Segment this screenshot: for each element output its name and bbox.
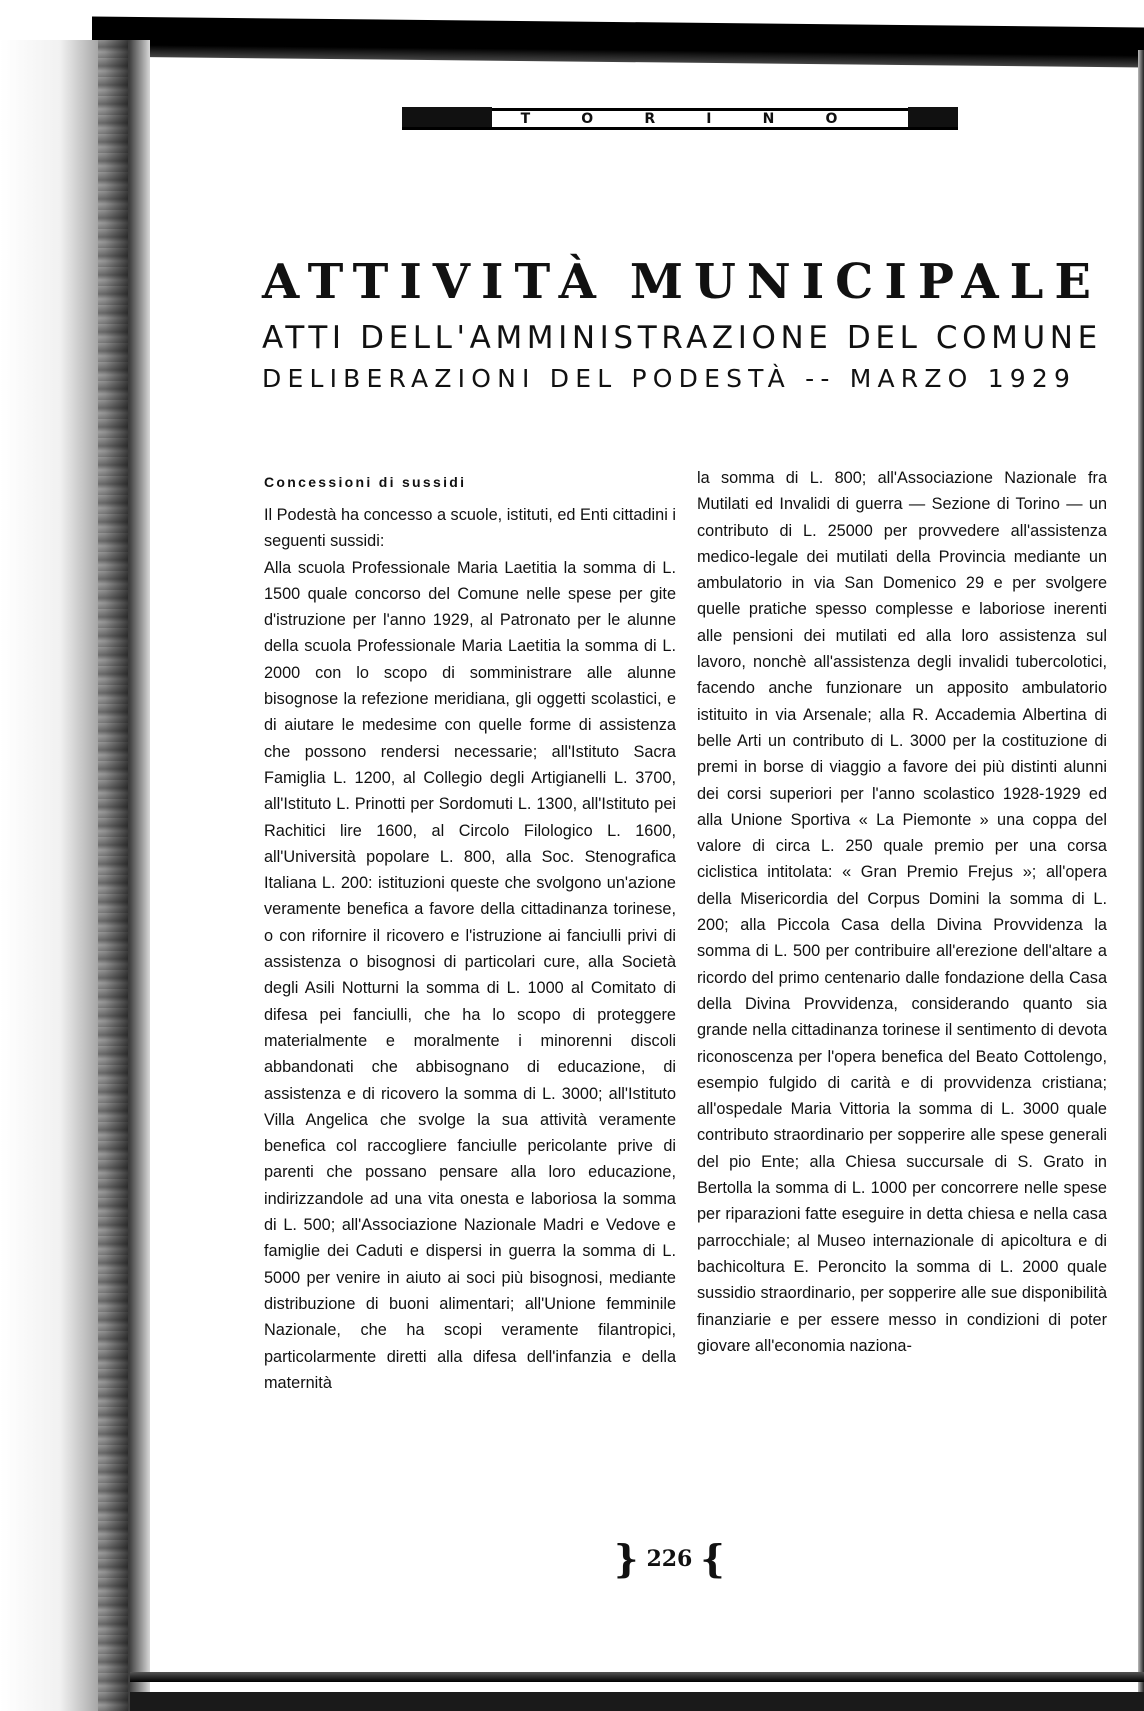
masthead-letter: O bbox=[581, 111, 596, 127]
scan-edge-bottom-band bbox=[130, 1692, 1144, 1711]
masthead-banner bbox=[402, 108, 958, 130]
page-title-word: ATTIVITÀ bbox=[262, 254, 607, 310]
page-title bbox=[262, 252, 1102, 312]
page-number-brace-right: { bbox=[700, 1536, 725, 1581]
left-column bbox=[264, 468, 676, 1396]
page-title-word: MUNICIPALE bbox=[629, 254, 1102, 310]
masthead-letter: I bbox=[706, 111, 714, 127]
masthead-letter: R bbox=[644, 111, 658, 127]
right-column bbox=[697, 465, 1107, 1359]
page-number bbox=[614, 1536, 725, 1581]
masthead-lettering bbox=[406, 111, 954, 127]
scan-edge-left bbox=[0, 40, 150, 1711]
scan-edge-bottom bbox=[130, 1672, 1144, 1682]
masthead-letter: T bbox=[520, 111, 533, 127]
page-number-brace-left: } bbox=[614, 1536, 639, 1581]
page-number-value: 226 bbox=[646, 1546, 693, 1572]
paragraph: Alla scuola Professionale Maria Laetitia la somma di L. 1500 quale concorso del Comune nelle spese per gite d'istruzione per l'anno 1929, al Patronato per le alunne della scuola Professionale Maria Laetitia la somma di L. 2000 con lo scopo di somministrare alle alunne bisognose la refezione meridiana, gli oggetti scolastici, e di aiutare le medesime con quelle forme di assistenza che possono rendersi necessarie; all'Istituto Sacra Famiglia L. 1200, al Collegio degli Artigianelli L. 3700, all'Istituto L. Prinotti per Sordomuti L. 1300, all'Istituto pei Rachitici lire 1600, al Circolo Filologico L. 1600, all'Università popolare L. 800, alla Soc. Stenografica Italiana L. 200: istituzioni queste che svolgono un'azione veramente benefica a favore della cittadinanza torinese, o con rifornire il ricovero e l'istruzione ai fanciulli privi di assistenza o bisognosi di particolari cure, alla Società degli Asili Notturni la somma di L. 1000 al Comitato di difesa pei fanciulli, che ha lo scopo di proteggere materialmente e moralmente i minorenni discoli abbandonati che abbisognano di educazione, di assistenza e di ricovero la somma di L. 3000; all'Istituto Villa Angelica che svolge la sua attività veramente benefica col raccogliere fanciulle pericolante prive di parenti che possano pensare alla loro educazione, indirizzandole ad una vita onesta e laboriosa la somma di L. 500; all'Associazione Nazionale Madri e Vedove e famiglie dei Caduti e dispersi in guerra la somma di L. 5000 per venire in aiuto ai soci più bisognosi, mediante distribuzione di buoni alimentari; all'Unione femminile Nazionale, che ha scopi veramente filantropici, particolarmente diretti alla difesa dell'infanzia e della maternità bbox=[264, 558, 676, 1392]
paragraph: la somma di L. 800; all'Associazione Nazionale fra Mutilati ed Invalidi di guerra — Sezione di Torino — un contributo di L. 25000 per provvedere all'assistenza medico-legale dei mutilati della Provincia mediante un ambulatorio in via San Domenico 29 e per svolgere quelle pratiche spesso complesse e laboriose inerenti alle pensioni dei mutilati ed alla loro assistenza sul lavoro, nonchè all'assistenza degli invalidi tubercolotici, facendo anche funzionare un apposito ambulatorio istituito in via Arsenale; alla R. Accademia Albertina di belle Arti un contributo di L. 3000 per la costituzione di premi in borse di viaggio a favore dei più distinti alunni dei corsi superiori per l'anno scolastico 1928-1929 ed alla Unione Sportiva « La Piemonte » una coppa del valore di circa L. 250 quale premio per una corsa ciclistica intitolata: « Gran Premio Frejus »; all'opera della Misericordia del Corpus Domini la somma di L. 200; alla Piccola Casa della Divina Provvidenza la somma di L. 500 per contribuire all'erezione dell'altare a ricordo del primo centenario dalle fondazione della Casa della Divina Provvidenza, considerando quanto sia grande nella cittadinanza torinese il sentimento di devota riconoscenza per l'opera benefica del Beato Cottolengo, esempio fulgido di carità e di provvidenza cristiana; all'ospedale Maria Vittoria la somma di L. 3000 quale contributo straordinario per sopperire alle spese generali del pio Ente; alla Chiesa succursale di S. Grato in Bertolla la somma di L. 1000 per concorrere nelle spese per riparazioni fatte eseguire in detta chiesa e nella casa parrocchiale; al Museo internazionale di apicoltura e di bachicoltura E. Peroncito la somma di L. 2000 quale sussidio straordinario, per sopperire alle sue disponibilità finanziarie e per essere messo in condizioni di poter giovare all'economia naziona- bbox=[697, 469, 1108, 1355]
scan-edge-right bbox=[1138, 50, 1144, 1710]
scan-edge-top bbox=[92, 16, 1144, 67]
masthead-letter: N bbox=[762, 111, 777, 127]
page-subtitle-date: DELIBERAZIONI DEL PODESTÀ -- MARZO 1929 bbox=[262, 364, 1077, 393]
masthead-letter: O bbox=[825, 111, 840, 127]
page-subtitle: ATTI DELL'AMMINISTRAZIONE DEL COMUNE bbox=[262, 320, 1102, 356]
section-heading: Concessioni di sussidi bbox=[264, 474, 467, 490]
paragraph: Il Podestà ha concesso a scuole, istituti, ed Enti cittadini i seguenti sussidi: bbox=[264, 506, 676, 551]
